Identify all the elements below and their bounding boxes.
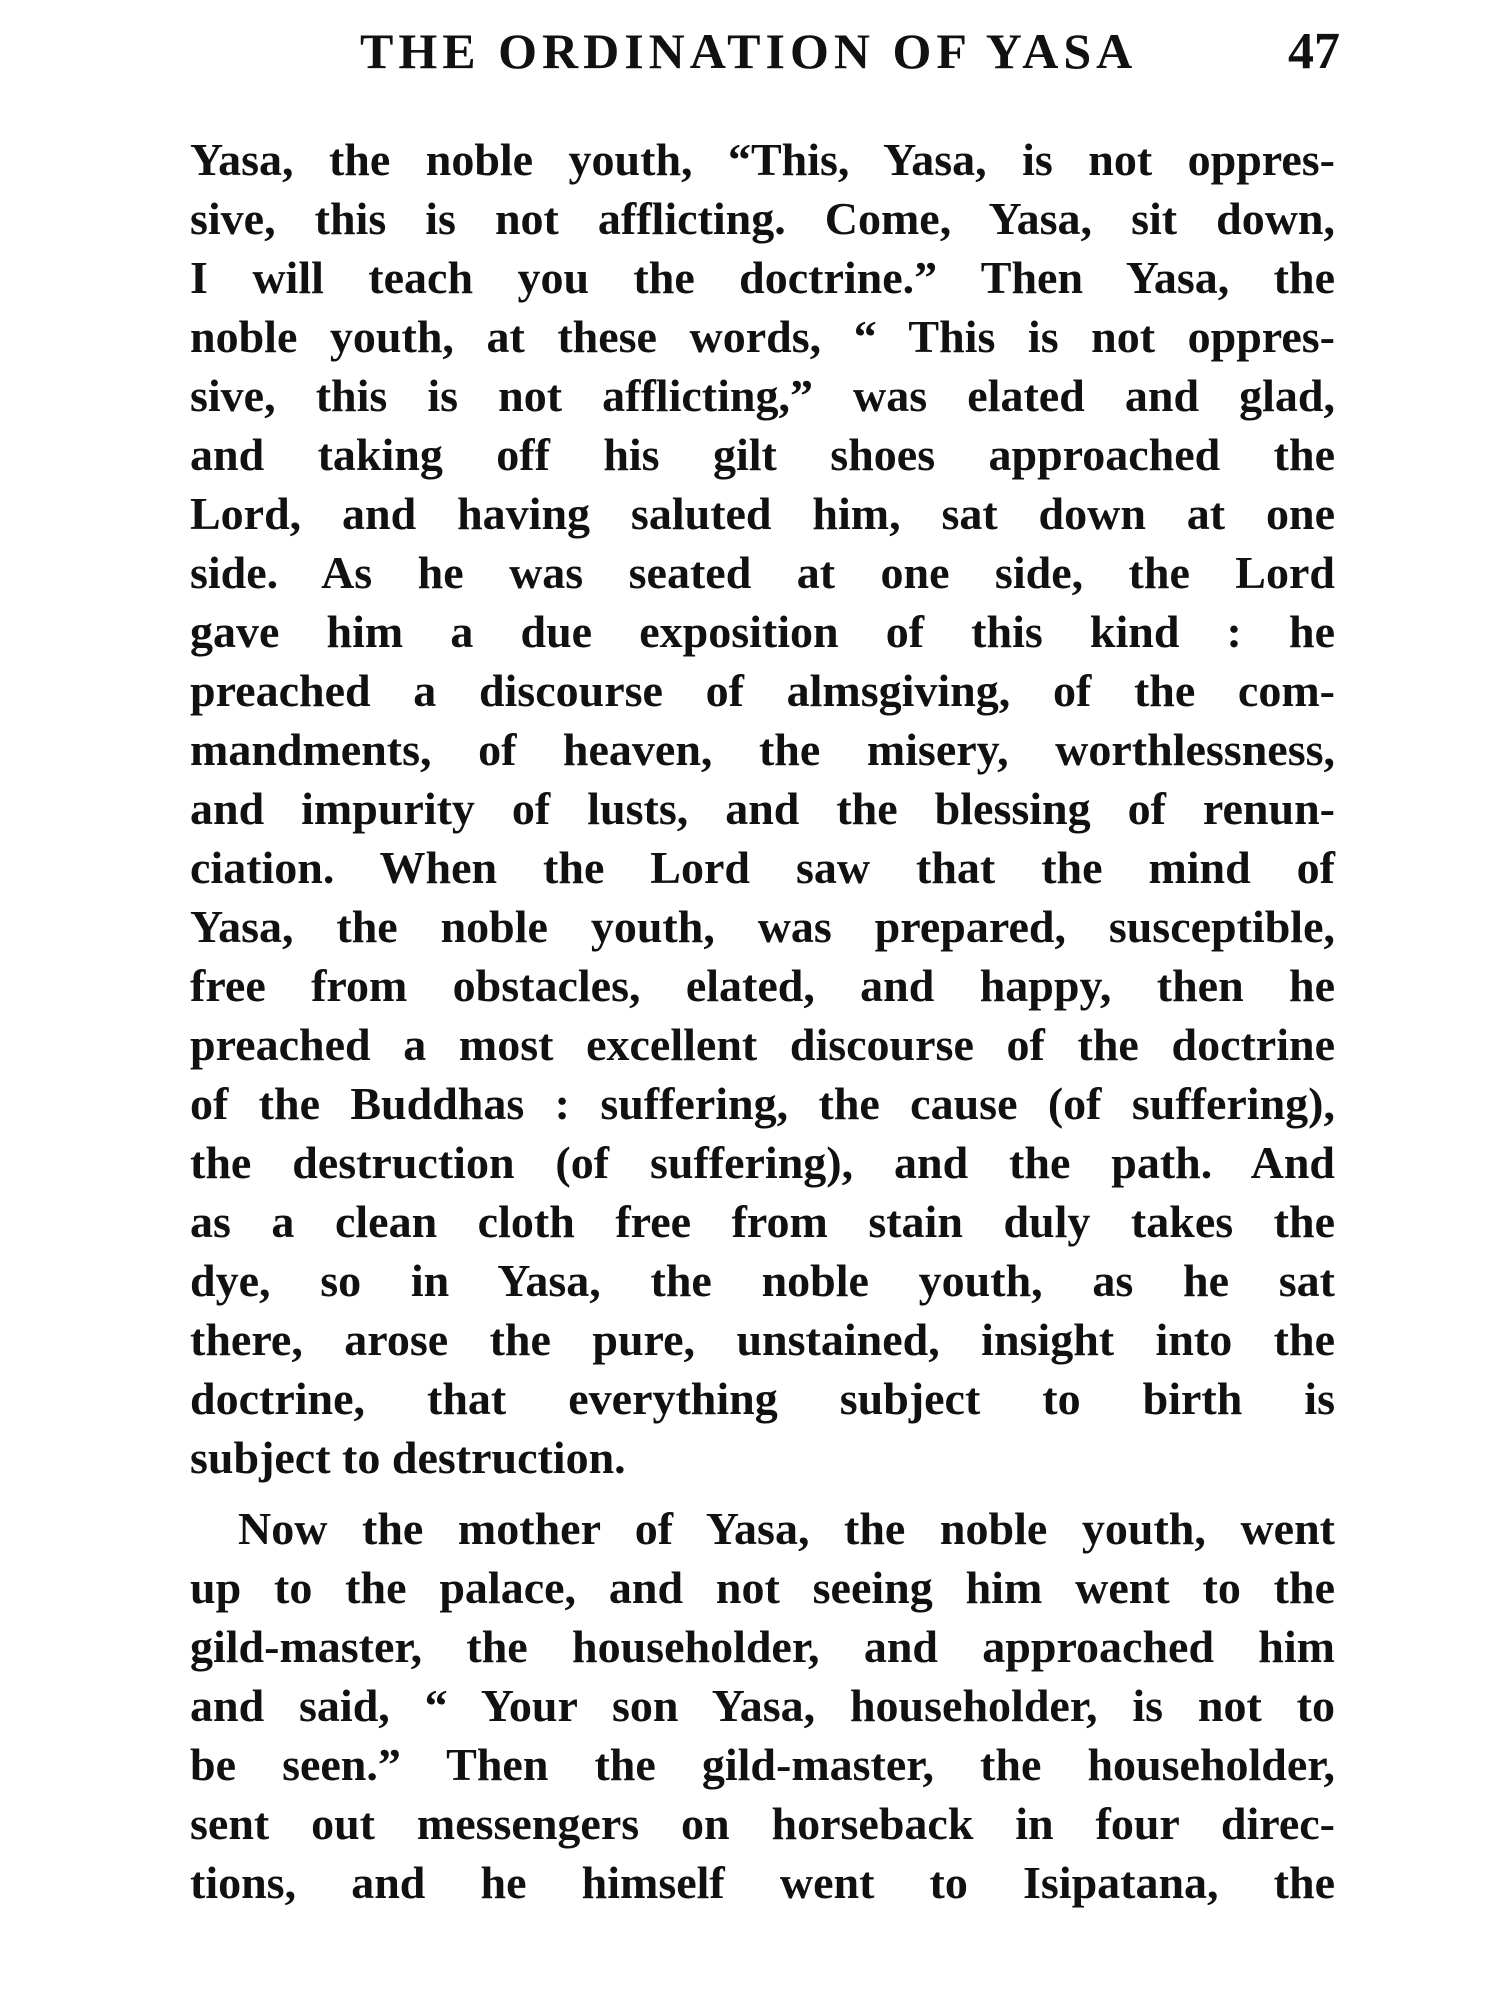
text-line: tions, and he himself went to Isipatana, the — [190, 1857, 1335, 1908]
text-line: subject to destruction. — [190, 1432, 626, 1483]
text-line: gild-master, the householder, and approached him — [190, 1621, 1335, 1672]
text-line: I will teach you the doctrine.” Then Yasa, the — [190, 252, 1335, 303]
text-line: gave him a due exposition of this kind : he — [190, 606, 1335, 657]
text-line: dye, so in Yasa, the noble youth, as he sat — [190, 1255, 1335, 1306]
text-line: and impurity of lusts, and the blessing of renun- — [190, 783, 1335, 834]
body-text — [190, 130, 1335, 1912]
text-line: Now the mother of Yasa, the noble youth, went — [238, 1503, 1335, 1554]
text-line: the destruction (of suffering), and the path. And — [190, 1137, 1335, 1188]
text-line: ciation. When the Lord saw that the mind of — [190, 842, 1335, 893]
running-header — [360, 22, 1340, 92]
text-line: up to the palace, and not seeing him went to the — [190, 1562, 1335, 1613]
text-line: sive, this is not afflicting. Come, Yasa, sit down, — [190, 193, 1335, 244]
paragraph — [190, 130, 1335, 1487]
text-line: of the Buddhas : suffering, the cause (of suffering), — [190, 1078, 1335, 1129]
text-line: Lord, and having saluted him, sat down at one — [190, 488, 1335, 539]
text-line: and said, “ Your son Yasa, householder, is not to — [190, 1680, 1335, 1731]
text-line: preached a discourse of almsgiving, of the com- — [190, 665, 1335, 716]
page-number: 47 — [1288, 23, 1340, 80]
text-line: noble youth, at these words, “ This is not oppres- — [190, 311, 1335, 362]
text-line: as a clean cloth free from stain duly takes the — [190, 1196, 1335, 1247]
text-line: be seen.” Then the gild-master, the householder, — [190, 1739, 1335, 1790]
text-line: doctrine, that everything subject to birth is — [190, 1373, 1335, 1424]
text-line: there, arose the pure, unstained, insight into the — [190, 1314, 1335, 1365]
text-line: free from obstacles, elated, and happy, then he — [190, 960, 1335, 1011]
text-line: Yasa, the noble youth, was prepared, susceptible, — [190, 901, 1335, 952]
chapter-title: THE ORDINATION OF YASA — [360, 23, 1138, 79]
text-line: mandments, of heaven, the misery, worthlessness, — [190, 724, 1335, 775]
text-line: side. As he was seated at one side, the Lord — [190, 547, 1335, 598]
text-line: and taking off his gilt shoes approached the — [190, 429, 1335, 480]
paragraph — [190, 1499, 1335, 1912]
text-line: Yasa, the noble youth, “This, Yasa, is not oppres- — [190, 134, 1335, 185]
text-line: preached a most excellent discourse of the doctrine — [190, 1019, 1335, 1070]
text-line: sive, this is not afflicting,” was elated and glad, — [190, 370, 1335, 421]
paragraph-gap — [190, 1487, 1335, 1499]
text-line: sent out messengers on horseback in four direc- — [190, 1798, 1335, 1849]
